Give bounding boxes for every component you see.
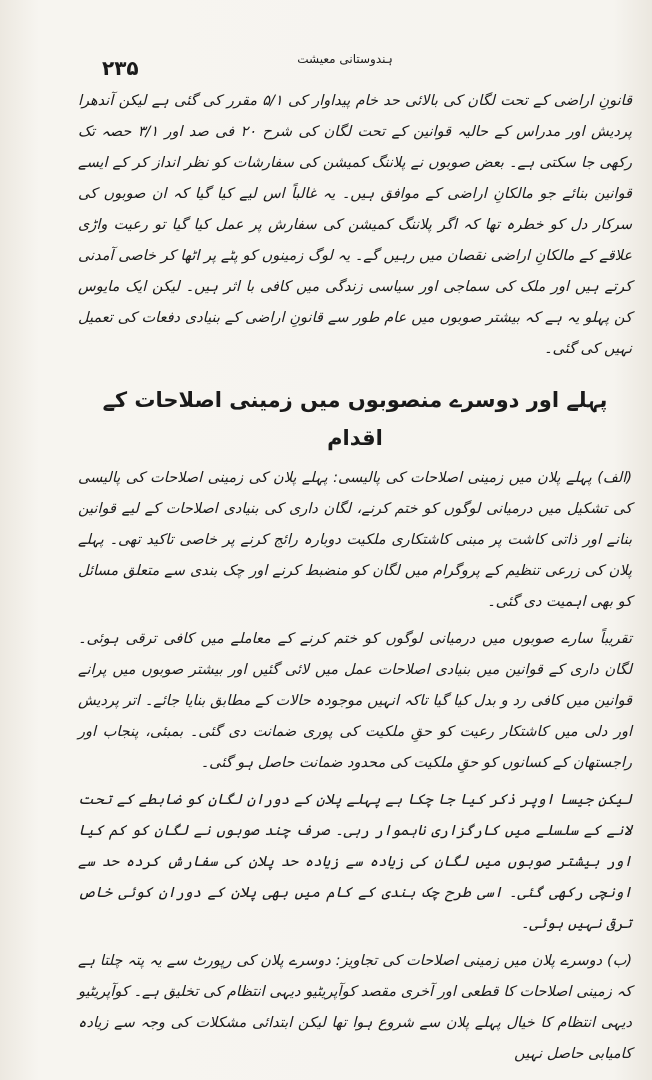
paragraph: (ب) دوسرے پلان میں زمینی اصلاحات کی تجاویز: دوسرے پلان کی رپورٹ سے یہ پتہ چلتا ہے کہ زمینی اصلاحات کا قطعی اور آخری مقصد کوآپریٹیو دیہی انتظام کی تخلیق ہے۔ کوآپریٹیو دیہی انتظام کا خیال پہلے پلان سے شروع ہوا تھا لیکن ابتدائی مشکلات کی وجہ سے زیادہ کامیابی حاصل نہیں <box>78 953 632 1062</box>
paragraph: قانونِ اراضی کے تحت لگان کی بالائی حد خام پیداوار کی ۵/۱ مقرر کی گئی ہے لیکن آندھرا پردیش اور مدراس کے حالیہ قوانین کے تحت لگان کی شرح ۲۰ فی صد اور ۳/۱ حصہ تک رکھی جا سکتی ہے۔ بعض صوبوں نے پلاننگ کمیشن کی سفارشات کو نظر انداز کر کے ایسے قوانین بنائے جو مالکانِ اراضی کے موافق ہیں۔ یہ غالباً اس لیے کیا گیا کہ ان صوبوں کی سرکار دل کو خطرہ تھا کہ اگر پلاننگ کمیشن کی سفارش پر عمل کیا گیا تو رعیت واڑی علاقے کے مالکانِ اراضی نقصان میں رہیں گے۔ یہ لوگ زمینوں کو پٹے پر اٹھا کر خاصی آمدنی کرتے ہیں اور ملک کی سماجی اور سیاسی زندگی میں کافی با اثر ہیں۔ لیکن ایک مایوس کن پہلو یہ ہے کہ بیشتر صوبوں میں عام طور سے قانونِ اراضی کے بنیادی دفعات کی تعمیل نہیں کی گئی۔ <box>78 93 633 357</box>
paragraph: تقریباً سارے صوبوں میں درمیانی لوگوں کو ختم کرنے کے معاملے میں کافی ترقی ہوئی۔ لگان داری کے قوانین میں بنیادی اصلاحات عمل میں لائی گئیں اور بیشتر صوبوں میں پرانے قوانین میں کافی رد و بدل کیا گیا تاکہ انہیں موجودہ حالات کے مطابق بنایا جائے۔ اتر پردیش اور دلی میں کاشتکار رعیت کو حقِ ملکیت کی پوری ضمانت دی گئی۔ بمبئی، پنجاب اور راجستھان کے کسانوں کو حقِ ملکیت کی محدود ضمانت حاصل ہو گئی۔ <box>78 631 632 771</box>
page-number: ۲۳۵ <box>102 56 139 80</box>
paragraph: لیکن جیسا اوپر ذکر کیا جا چکا ہے پہلے پلان کے دوران لگان کو ضابطے کے تحت لانے کے سلسلے میں کارگزاری ناہموار رہی۔ صرف چند صوبوں نے لگان کو کم کیا اور بیشتر صوبوں میں لگان کی زیادہ سے زیادہ حد پلان کی سفارش کردہ حد سے اونچی رکھی گئی۔ اسی طرح چک بندی کے کام میں بھی پلان کے دوران کوئی خاص ترقی نہیں ہوئی۔ <box>78 792 632 932</box>
running-header: ہندوستانی معیشت <box>297 52 393 66</box>
paragraph: (الف) پہلے پلان میں زمینی اصلاحات کی پالیسی: پہلے پلان کی زمینی اصلاحات کی پالیسی کی تشکیل میں درمیانی لوگوں کو ختم کرنے، لگان داری کی بنیادی اصلاحات کے لیے قوانین بنانے اور ذاتی کاشت پر مبنی کاشتکاری ملکیت دوبارہ رائج کرنے پر خاصی تاکید تھی۔ پہلے پلان کی زرعی تنظیم کے پروگرام میں لگان کو منضبط کرنے اور چک بندی سے متعلق مسائل کو بھی اہمیت دی گئی۔ <box>78 470 632 610</box>
section-heading: پہلے اور دوسرے منصوبوں میں زمینی اصلاحات کے اقدام <box>102 388 608 450</box>
page-body <box>78 86 632 1070</box>
